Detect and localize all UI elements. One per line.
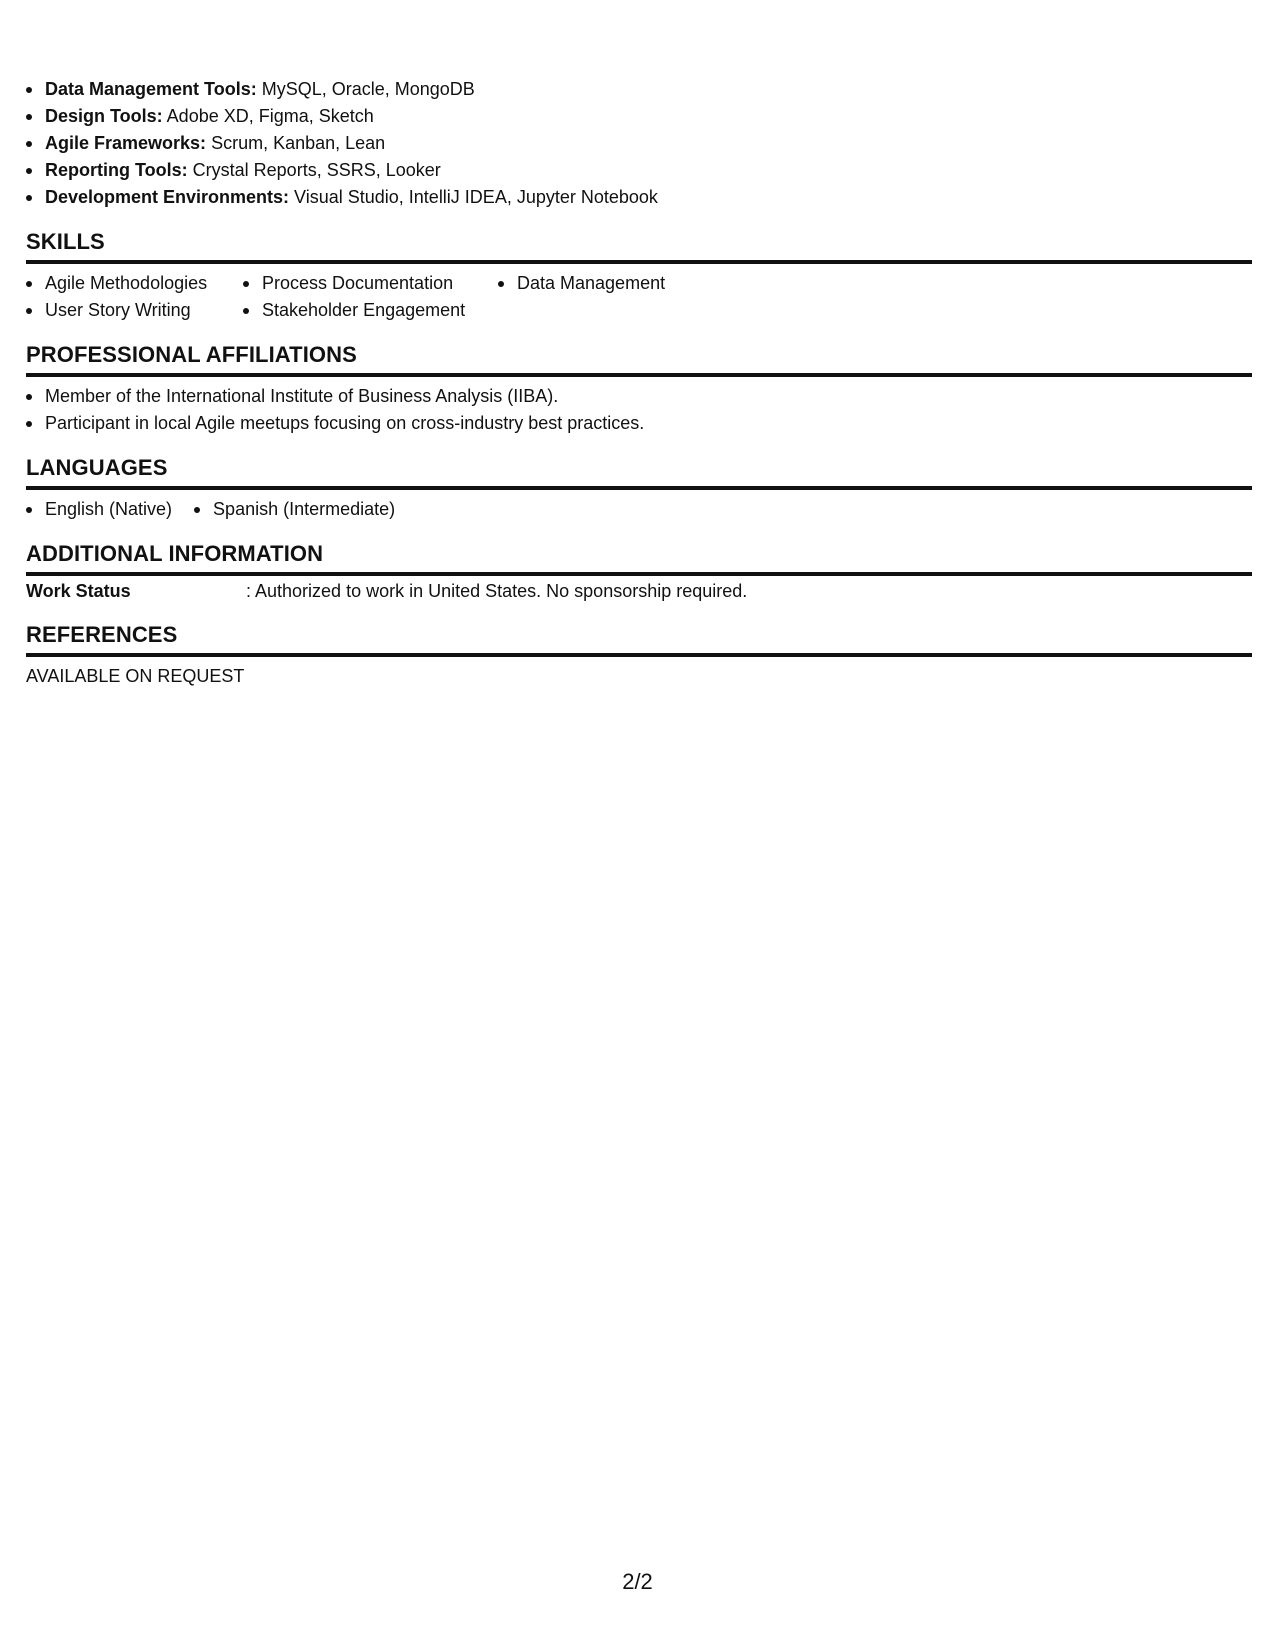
skills-column bbox=[498, 270, 698, 297]
list-item bbox=[26, 130, 1252, 157]
references-text: AVAILABLE ON REQUEST bbox=[26, 666, 245, 686]
list-item: Process Documentation bbox=[243, 270, 498, 297]
skills-section bbox=[26, 228, 1252, 324]
skills-column bbox=[243, 270, 498, 324]
tool-label: Agile Frameworks: bbox=[45, 133, 207, 153]
additional-info-heading: ADDITIONAL INFORMATION bbox=[26, 540, 1252, 576]
resume-page-2 bbox=[26, 76, 1252, 689]
skills-columns bbox=[26, 264, 1252, 324]
tool-label: Reporting Tools: bbox=[45, 160, 188, 180]
list-item bbox=[26, 157, 1252, 184]
languages-list bbox=[26, 490, 1252, 523]
references-heading: REFERENCES bbox=[26, 621, 1252, 657]
tool-label: Design Tools: bbox=[45, 106, 163, 126]
skills-column bbox=[26, 270, 243, 324]
tool-value: Visual Studio, IntelliJ IDEA, Jupyter Notebook bbox=[289, 187, 658, 207]
languages-heading: LANGUAGES bbox=[26, 454, 1252, 490]
tool-value: Crystal Reports, SSRS, Looker bbox=[187, 160, 441, 180]
languages-section bbox=[26, 454, 1252, 523]
list-item: English (Native) bbox=[26, 496, 172, 523]
affiliations-heading: PROFESSIONAL AFFILIATIONS bbox=[26, 341, 1252, 377]
page-number: 2/2 bbox=[622, 1569, 653, 1594]
list-item: Spanish (Intermediate) bbox=[194, 496, 395, 523]
work-status-label: Work Status bbox=[26, 581, 131, 601]
affiliations-section bbox=[26, 341, 1252, 437]
affiliations-list bbox=[26, 377, 1252, 437]
list-item: Member of the International Institute of Business Analysis (IIBA). bbox=[26, 383, 1252, 410]
tool-value: MySQL, Oracle, MongoDB bbox=[256, 79, 475, 99]
tool-label: Development Environments: bbox=[45, 187, 290, 207]
work-status-row bbox=[26, 576, 1252, 604]
additional-info-section bbox=[26, 540, 1252, 604]
list-item bbox=[26, 76, 1252, 103]
list-item: Agile Methodologies bbox=[26, 270, 243, 297]
skills-heading: SKILLS bbox=[26, 228, 1252, 264]
list-item bbox=[26, 184, 1252, 211]
list-item: Stakeholder Engagement bbox=[243, 297, 498, 324]
references-section bbox=[26, 621, 1252, 689]
list-item: Data Management bbox=[498, 270, 698, 297]
list-item: User Story Writing bbox=[26, 297, 243, 324]
tool-label: Data Management Tools: bbox=[45, 79, 257, 99]
tool-value: Scrum, Kanban, Lean bbox=[206, 133, 386, 153]
list-item bbox=[26, 103, 1252, 130]
tool-value: Adobe XD, Figma, Sketch bbox=[162, 106, 374, 126]
list-item: Participant in local Agile meetups focusing on cross-industry best practices. bbox=[26, 410, 1252, 437]
tools-list bbox=[26, 76, 1252, 211]
work-status-value: : Authorized to work in United States. No sponsorship required. bbox=[246, 581, 748, 601]
